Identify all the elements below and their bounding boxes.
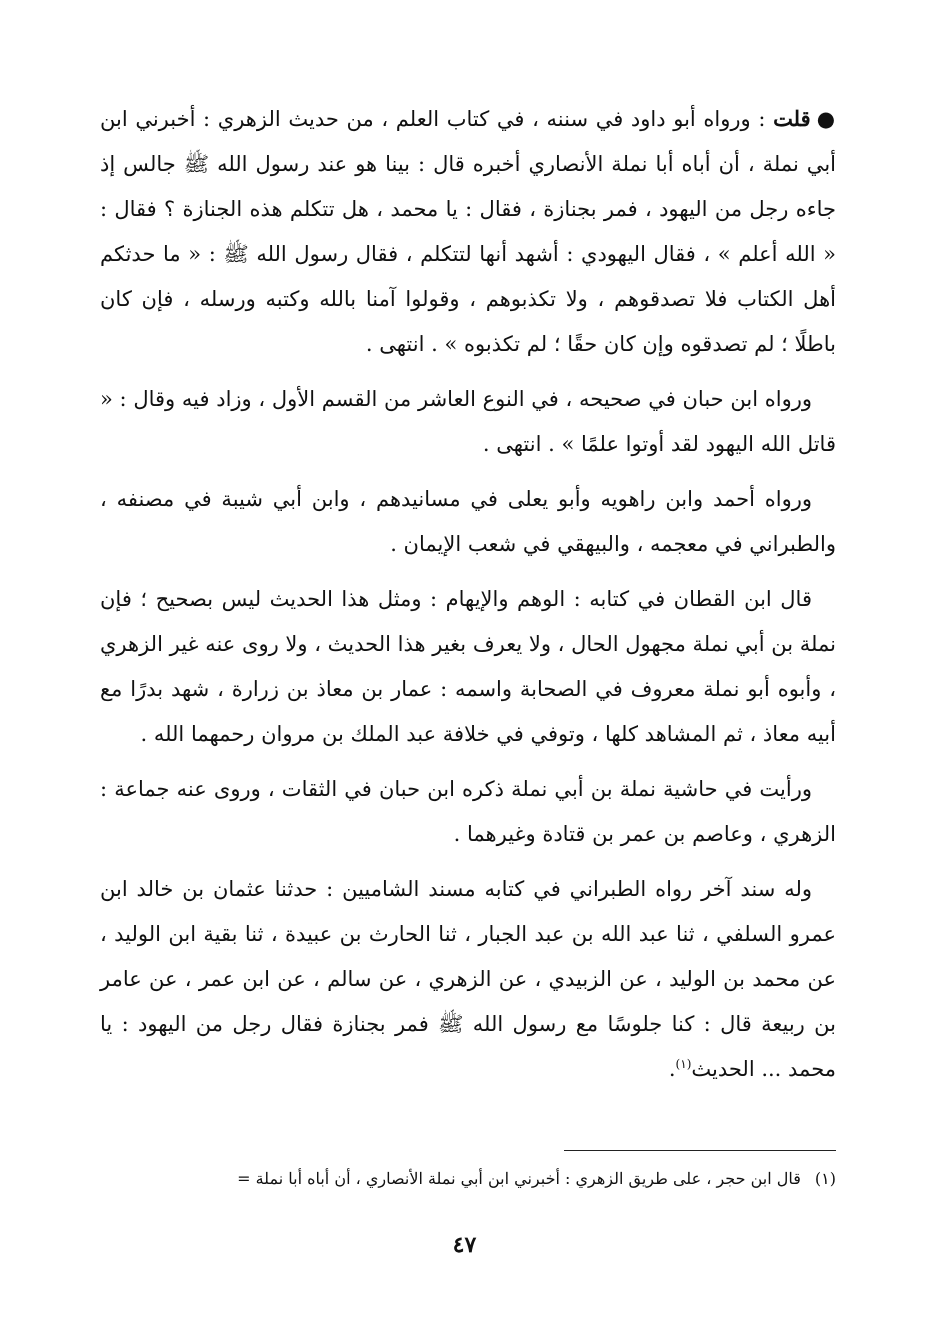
lead-word: قلت — [773, 106, 811, 131]
paragraph-tail: . — [668, 1057, 676, 1081]
paragraph-3 — [100, 477, 836, 567]
footnote-reference[interactable]: (١) — [675, 1057, 692, 1071]
footnote-marker: (١) — [814, 1169, 836, 1188]
paragraph-4 — [100, 577, 836, 757]
paragraph-text: : ورواه أبو داود في سننه ، في كتاب العلم ، من حديث الزهري : أخبرني ابن أبي نملة ، أن أباه أبا نملة الأنصاري أخبره قال : بينا هو عند رسول الله ﷺ جالس إذ جاءه رجل من اليهود ، فمر بجنازة ، فقال : يا محمد ، هل تتكلم هذه الجنازة ؟ فقال : « الله أعلم » ، فقال اليهودي : أشهد أنها لتتكلم ، فقال رسول الله ﷺ : « ما حدثكم أهل الكتاب فلا تصدقوهم ، ولا تكذبوهم ، وقولوا آمنا بالله وكتبه ورسله ، فإن كان باطلًا ؛ لم تصدقوه وإن كان حقًا ؛ لم تكذبوه » . انتهى . — [100, 107, 836, 356]
main-text — [100, 96, 836, 1102]
footnote-divider — [564, 1150, 836, 1151]
paragraph-6 — [100, 867, 836, 1092]
bullet-icon: ● — [816, 106, 836, 131]
paragraph-2 — [100, 377, 836, 467]
paragraph-text: وله سند آخر رواه الطبراني في كتابه مسند الشاميين : حدثنا عثمان بن خالد ابن عمرو السلفي ، ثنا عبد الله بن عبد الجبار ، ثنا الحارث بن عبيدة ، ثنا بقية ابن الوليد ، عن محمد بن الوليد ، عن الزبيدي ، عن الزهري ، عن سالم ، عن ابن عمر ، عن عامر بن ربيعة قال : كنا جلوسًا مع رسول الله ﷺ فمر بجنازة فقال رجل من اليهود : يا محمد ... الحديث — [100, 877, 836, 1081]
paragraph-1 — [100, 96, 836, 367]
footnote — [100, 1166, 836, 1192]
paragraph-5 — [100, 767, 836, 857]
footnote-text: قال ابن حجر ، على طريق الزهري : أخبرني ابن أبي نملة الأنصاري ، أن أباه أبا نملة = — [237, 1169, 801, 1188]
paragraph-text: ورواه أحمد وابن راهويه وأبو يعلى في مسانيدهم ، وابن أبي شيبة في مصنفه ، والطبراني في معجمه ، والبيهقي في شعب الإيمان . — [100, 487, 836, 556]
page-number: ٤٧ — [452, 1232, 477, 1258]
paragraph-text: ورأيت في حاشية نملة بن أبي نملة ذكره ابن حبان في الثقات ، وروى عنه جماعة : الزهري ، وعاصم بن عمر بن قتادة وغيرهما . — [100, 777, 836, 846]
paragraph-text: ورواه ابن حبان في صحيحه ، في النوع العاشر من القسم الأول ، وزاد فيه وقال : « قاتل الله اليهود لقد أوتوا علمًا » . انتهى . — [100, 387, 836, 456]
paragraph-text: قال ابن القطان في كتابه : الوهم والإيهام : ومثل هذا الحديث ليس بصحيح ؛ فإن نملة بن أبي نملة مجهول الحال ، ولا يعرف بغير هذا الحديث ، ولا روى عنه غير الزهري ، وأبوه أبو نملة معروف في الصحابة واسمه : عمار بن معاذ بن زرارة ، شهد بدرًا مع أبيه معاذ ، ثم المشاهد كلها ، وتوفي في خلافة عبد الملك بن مروان رحمهما الله . — [100, 587, 836, 746]
